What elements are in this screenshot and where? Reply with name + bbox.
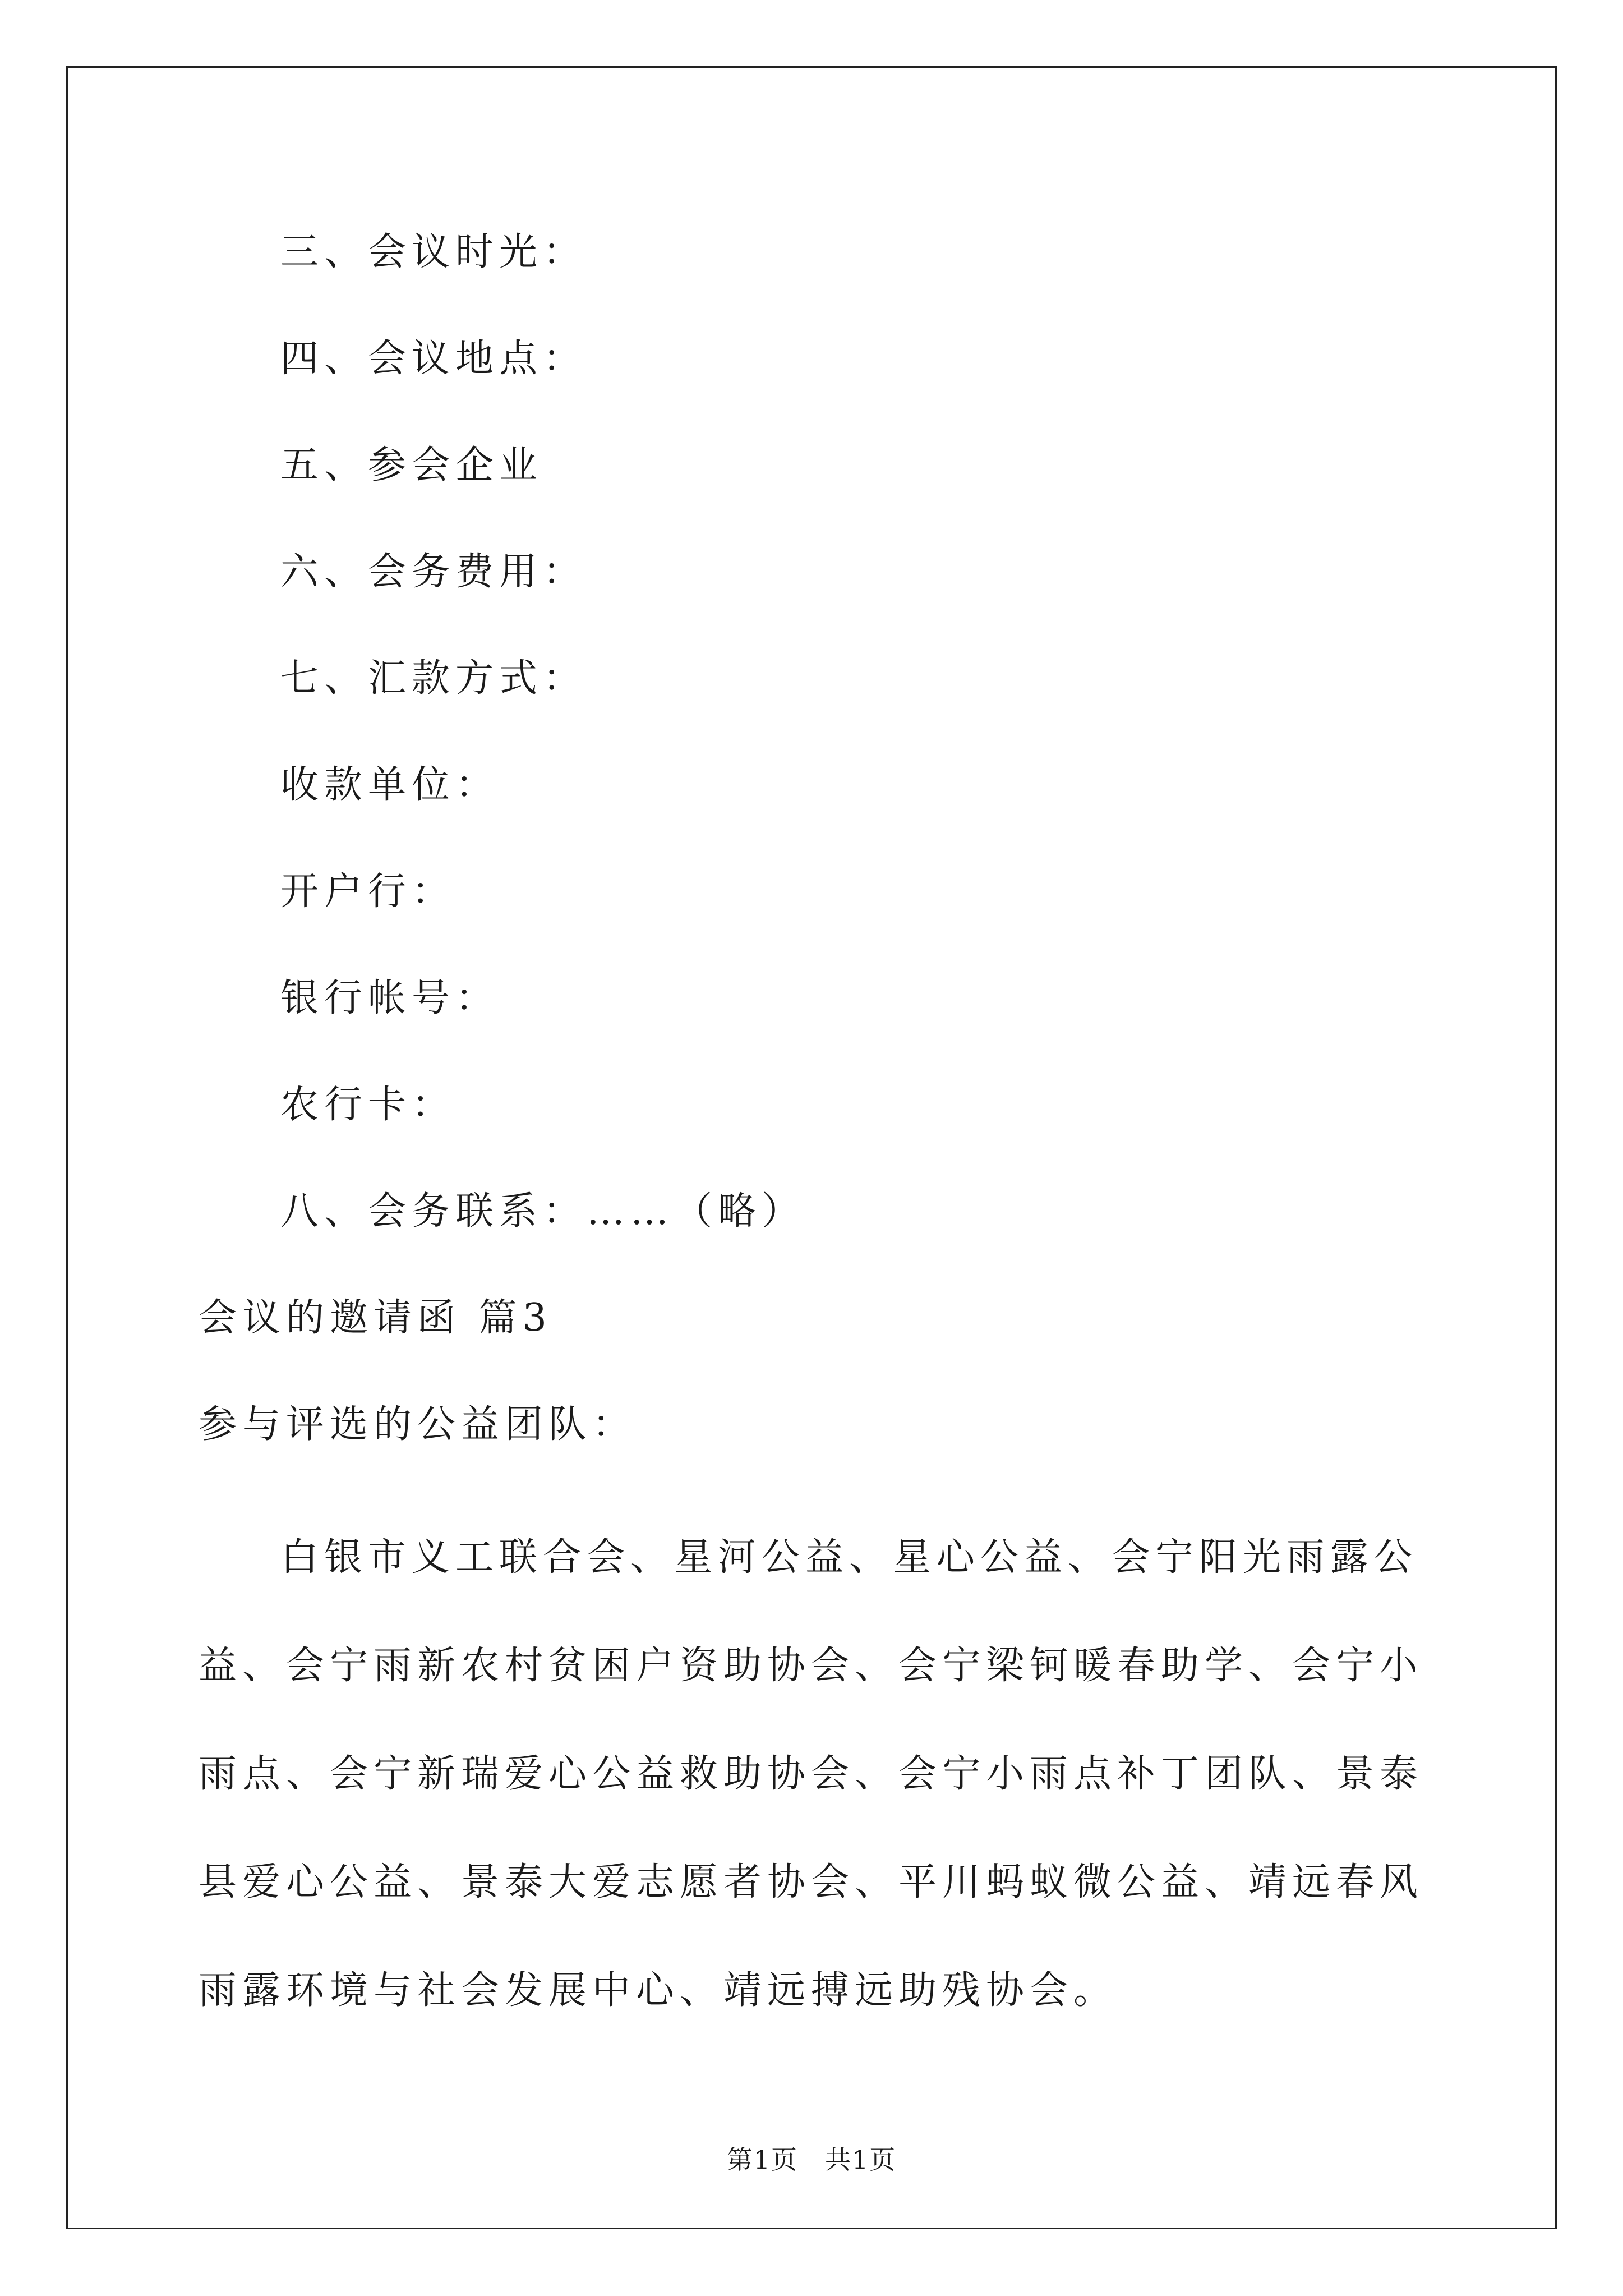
item-abc-card: 农行卡：	[280, 1083, 456, 1127]
section-heading: 会议的邀请函 篇3	[199, 1296, 552, 1340]
item-meeting-time: 三、会议时光：	[280, 230, 587, 274]
page-number-footer: 第1页 共1页	[726, 2145, 897, 2175]
item-payee: 收款单位：	[280, 763, 500, 807]
item-conference-fees: 六、会务费用：	[280, 550, 587, 594]
item-payment-method: 七、汇款方式：	[280, 656, 587, 701]
item-bank-account: 银行帐号：	[280, 976, 500, 1020]
item-meeting-location: 四、会议地点：	[280, 337, 587, 381]
item-contact: 八、会务联系：……（略）	[280, 1189, 806, 1234]
item-participating-companies: 五、参会企业	[280, 443, 543, 487]
subheading: 参与评选的公益团队：	[199, 1402, 637, 1447]
teams-paragraph: 白银市义工联合会、星河公益、星心公益、会宁阳光雨露公益、会宁雨新农村贫困户资助协会、会宁梁钶暖春助学、会宁小雨点、会宁新瑞爱心公益救助协会、会宁小雨点补丁团队、景泰县爱心公益、景泰大爱志愿者协会、平川蚂蚁微公益、靖远春风雨露环境与社会发展中心、靖远搏远助残协会。	[199, 1535, 1424, 2013]
item-bank: 开户行：	[280, 869, 456, 914]
